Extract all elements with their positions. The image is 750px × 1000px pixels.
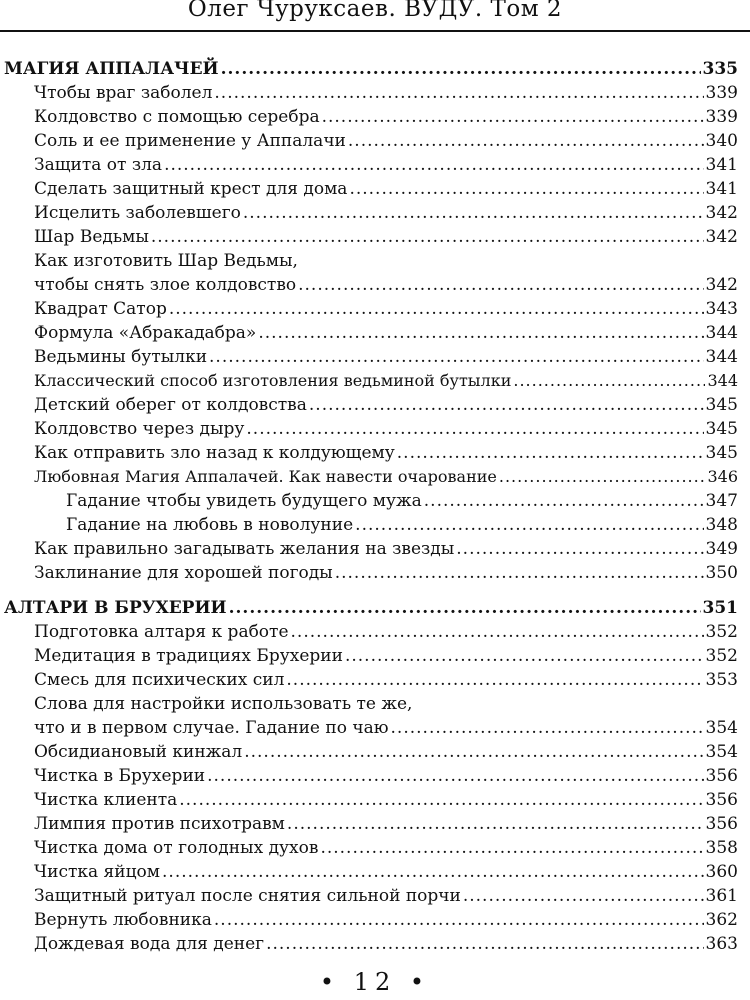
entry-title: Чистка в Брухерии (34, 766, 206, 786)
entry-title: Как правильно загадывать желания на звезды (34, 539, 455, 559)
entry-title: Соль и ее применение у Аппалачи (34, 131, 346, 151)
toc-entry[interactable] (34, 837, 738, 859)
entry-title: Защитный ритуал после снятия сильной порчи (34, 886, 461, 906)
dot-leader (214, 909, 704, 931)
book-title: Олег Чуруксаев. ВУДУ. Том 2 (187, 0, 563, 22)
entry-title: Чистка яйцом (34, 862, 161, 882)
entry-page: 344 (705, 323, 738, 343)
entry-title: Квадрат Сатор (34, 299, 167, 319)
dot-leader (162, 861, 704, 883)
dot-leader (229, 597, 701, 619)
entry-page: 342 (705, 275, 738, 295)
entry-title: Лимпия против психотравм (34, 814, 285, 834)
entry-page: 356 (705, 790, 738, 810)
dot-leader (207, 765, 703, 787)
toc-entry[interactable] (34, 298, 738, 320)
entry-page: 360 (705, 862, 738, 882)
entry-title: Детский оберег от колдовства (34, 395, 307, 415)
dot-leader (214, 82, 703, 104)
toc-entry[interactable] (34, 274, 738, 296)
entry-page: 339 (705, 83, 738, 103)
toc-entry[interactable] (34, 370, 738, 392)
section-title: АЛТАРИ В БРУХЕРИИ (4, 598, 227, 618)
toc-section-heading[interactable] (4, 58, 738, 80)
entry-page: 341 (705, 179, 738, 199)
entry-page: 358 (705, 838, 738, 858)
toc-entry[interactable] (34, 346, 738, 368)
entry-title: чтобы снять злое колдовство (34, 275, 297, 295)
toc-entry[interactable] (34, 202, 738, 224)
dot-leader (221, 58, 701, 80)
section-title: МАГИЯ АППАЛАЧЕЙ (4, 59, 219, 79)
toc-entry[interactable] (34, 909, 738, 931)
entry-title: Медитация в традициях Брухерии (34, 646, 343, 666)
toc-entry[interactable] (34, 621, 738, 643)
entry-page: 356 (705, 766, 738, 786)
entry-page: 361 (705, 886, 738, 906)
entry-page: 345 (705, 419, 738, 439)
dot-leader (244, 741, 703, 763)
entry-title: Сделать защитный крест для дома (34, 179, 348, 199)
entry-title: Гадание на любовь в новолуние (66, 515, 354, 535)
dot-leader (291, 621, 704, 643)
entry-page: 343 (705, 299, 738, 319)
entry-title: Шар Ведьмы (34, 227, 149, 247)
ornament-right: • (409, 968, 431, 996)
toc-entry[interactable] (34, 562, 738, 584)
page-number: 12 (353, 968, 397, 996)
entry-title: Исцелить заболевшего (34, 203, 241, 223)
entry-title: Обсидиановый кинжал (34, 742, 243, 762)
toc-entry[interactable] (34, 813, 738, 835)
entry-title: Подготовка алтаря к работе (34, 622, 289, 642)
entry-title-first-line[interactable]: Как изготовить Шар Ведьмы, (34, 251, 298, 271)
entry-page: 344 (707, 371, 738, 390)
section-page: 335 (702, 59, 738, 79)
toc-subentry[interactable] (66, 514, 738, 536)
entry-page: 345 (705, 395, 738, 415)
ornament-left: • (319, 968, 341, 996)
dot-leader (320, 837, 703, 859)
entry-page: 352 (705, 646, 738, 666)
toc-subentry[interactable] (66, 490, 738, 512)
toc-entry[interactable] (34, 130, 738, 152)
toc-entry[interactable] (34, 669, 738, 691)
page-footer (0, 968, 750, 996)
entry-page: 354 (705, 718, 738, 738)
dot-leader (266, 933, 703, 955)
toc-entry[interactable] (34, 154, 738, 176)
entry-page: 363 (705, 934, 738, 954)
dot-leader (349, 178, 703, 200)
dot-leader (463, 885, 704, 907)
entry-page: 339 (705, 107, 738, 127)
dot-leader (164, 154, 703, 176)
dot-leader (151, 226, 704, 248)
entry-page: 341 (705, 155, 738, 175)
entry-page: 340 (705, 131, 738, 151)
dot-leader (243, 202, 704, 224)
entry-title: Колдовство через дыру (34, 419, 245, 439)
entry-page: 362 (705, 910, 738, 930)
entry-title: Чистка клиента (34, 790, 178, 810)
dot-leader (246, 418, 703, 440)
dot-leader (456, 538, 703, 560)
dot-leader (513, 370, 705, 392)
toc-entry[interactable] (34, 466, 738, 488)
dot-leader (286, 669, 703, 691)
entry-title: Защита от зла (34, 155, 163, 175)
entry-page: 342 (705, 203, 738, 223)
entry-page: 356 (705, 814, 738, 834)
entry-title: Формула «Абракадабра» (34, 323, 257, 343)
toc-entry[interactable] (34, 418, 738, 440)
entry-title: Дождевая вода для денег (34, 934, 265, 954)
entry-title: Классический способ изготовления ведьминой бутылки (34, 371, 512, 390)
entry-title: Чистка дома от голодных духов (34, 838, 319, 858)
dot-leader (355, 514, 703, 536)
toc-entry[interactable] (34, 394, 738, 416)
entry-title-first-line[interactable]: Слова для настройки использовать те же, (34, 694, 413, 714)
dot-leader (424, 490, 704, 512)
dot-leader (298, 274, 703, 296)
toc-entry[interactable] (34, 538, 738, 560)
dot-leader (169, 298, 704, 320)
entry-page: 354 (705, 742, 738, 762)
dot-leader (397, 442, 704, 464)
entry-page: 349 (705, 539, 738, 559)
toc-entry[interactable] (34, 861, 738, 883)
entry-page: 342 (705, 227, 738, 247)
toc-entry[interactable] (34, 765, 738, 787)
toc-entry[interactable] (34, 717, 738, 739)
entry-title: Смесь для психических сил (34, 670, 285, 690)
entry-title: Любовная Магия Аппалачей. Как навести очарование (34, 467, 497, 486)
dot-leader (335, 562, 704, 584)
entry-page: 346 (707, 467, 738, 486)
dot-leader (391, 717, 704, 739)
entry-title: что и в первом случае. Гадание по чаю (34, 718, 389, 738)
dot-leader (258, 322, 703, 344)
toc-entry[interactable] (34, 885, 738, 907)
entry-page: 352 (705, 622, 738, 642)
toc-entry[interactable] (34, 933, 738, 955)
section-page: 351 (702, 598, 738, 618)
dot-leader (309, 394, 704, 416)
entry-title: Чтобы враг заболел (34, 83, 213, 103)
entry-page: 345 (705, 443, 738, 463)
toc-entry[interactable] (34, 442, 738, 464)
toc-entry[interactable] (34, 741, 738, 763)
entry-page: 350 (705, 563, 738, 583)
dot-leader (348, 130, 704, 152)
toc-entry[interactable] (34, 82, 738, 104)
toc-entry[interactable] (34, 645, 738, 667)
toc-entry[interactable] (34, 322, 738, 344)
entry-title: Вернуть любовника (34, 910, 212, 930)
entry-title: Ведьмины бутылки (34, 347, 208, 367)
dot-leader (345, 645, 704, 667)
entry-page: 344 (705, 347, 738, 367)
dot-leader (322, 106, 704, 128)
entry-title: Колдовство с помощью серебра (34, 107, 320, 127)
toc-entry[interactable] (34, 789, 738, 811)
dot-leader (287, 813, 704, 835)
toc-entry[interactable] (34, 106, 738, 128)
toc-entry[interactable] (34, 226, 738, 248)
entry-title: Заклинание для хорошей погоды (34, 563, 333, 583)
dot-leader (209, 346, 704, 368)
entry-page: 348 (705, 515, 738, 535)
entry-title: Как отправить зло назад к колдующему (34, 443, 395, 463)
dot-leader (179, 789, 703, 811)
entry-page: 347 (705, 491, 738, 511)
toc-section-heading[interactable] (4, 597, 738, 619)
entry-page: 353 (705, 670, 738, 690)
entry-title: Гадание чтобы увидеть будущего мужа (66, 491, 422, 511)
toc-entry[interactable] (34, 178, 738, 200)
dot-leader (499, 466, 706, 488)
